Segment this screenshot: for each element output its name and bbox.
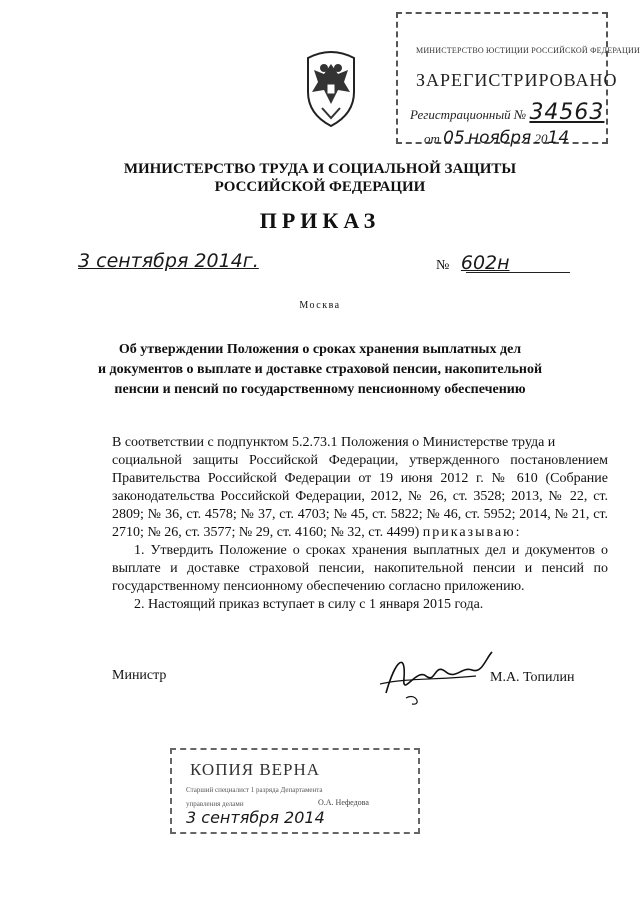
document-type-title: ПРИКАЗ — [259, 208, 381, 233]
copy-stamp-signer: О.А. Нефедова — [318, 798, 369, 807]
stamp-reg-label: Регистрационный № — [410, 107, 527, 122]
stamp-date-day: 05 — [443, 128, 465, 148]
order-number: 602н — [460, 252, 510, 274]
ministry-line-1: МИНИСТЕРСТВО ТРУДА И СОЦИАЛЬНОЙ ЗАЩИТЫ — [123, 161, 517, 177]
decree-word: приказываю: — [422, 525, 522, 540]
preamble-rest: социальной защиты Российской Федерации, утвержденного постановлением Правительства Российской Федерации от 19 июня 2012 г. № 610 (Собрание законодательства Российской Федерации, 2012, № 26, ст. 3528; 2013, № 22, ст. 2809; № 36, ст. 4578; № 37, ст. 4703; № 45, ст. 5822; № 46, ст. 5952; 2014, № 21, ст. 2710; № 26, ст. 3577; № 29, ст. 4160; № 32, ст. 4499) — [112, 453, 608, 540]
ministry-line-2: РОССИЙСКОЙ ФЕДЕРАЦИИ — [214, 179, 426, 195]
copy-certified-stamp — [170, 748, 420, 834]
stamp-title: ЗАРЕГИСТРИРОВАНО — [416, 70, 618, 90]
item-2: 2. Настоящий приказ вступает в силу с 1 января 2015 года. — [134, 597, 484, 612]
subject-line-3: пенсии и пенсий по государственному пенсионному обеспечению — [114, 382, 526, 397]
registration-stamp — [396, 12, 640, 148]
handwritten-signature — [376, 648, 496, 708]
stamp-date-month: ноября — [468, 128, 532, 148]
minister-position: Министр — [112, 668, 167, 683]
order-body — [112, 434, 608, 614]
stamp-date-prefix: от — [424, 131, 440, 146]
order-subject — [0, 340, 640, 400]
minister-name: М.А. Топилин — [490, 670, 575, 685]
preamble — [112, 434, 608, 542]
stamp-reg-line — [410, 100, 604, 125]
city: Москва — [299, 300, 341, 311]
state-emblem-icon — [300, 48, 362, 128]
subject-line-2: и документов о выплате и доставке страховой пенсии, накопительной — [97, 362, 543, 377]
number-sign: № — [436, 258, 450, 273]
stamp-date-year-prefix: 20 — [534, 131, 548, 146]
preamble-line-1: В соответствии с подпунктом 5.2.73.1 Положения о Министерстве труда и — [112, 435, 556, 450]
stamp-reg-number: 34563 — [529, 100, 605, 125]
copy-stamp-title: КОПИЯ ВЕРНА — [190, 760, 321, 779]
order-date: 3 сентября 2014г. — [78, 250, 259, 272]
ministry-heading — [0, 160, 640, 196]
subject-line-1: Об утверждении Положения о сроках хранения выплатных дел — [118, 342, 522, 357]
copy-stamp-org-2: управления делами — [186, 800, 244, 808]
stamp-ministry: МИНИСТЕРСТВО ЮСТИЦИИ РОССИЙСКОЙ ФЕДЕРАЦИИ — [416, 46, 640, 55]
order-number-block — [436, 252, 510, 274]
number-underline — [466, 272, 570, 273]
stamp-date-year: 14 — [547, 128, 570, 148]
copy-stamp-date: 3 сентября 2014 — [186, 808, 325, 827]
copy-stamp-org-1: Старший специалист 1 разряда Департамента — [186, 786, 323, 794]
stamp-reg-date — [424, 128, 569, 148]
item-1: 1. Утвердить Положение о сроках хранения выплатных дел и документов о выплате и доставке страховой пенсии, накопительной пенсии и пенсий по государственному пенсионному обеспечению согласно приложению. — [112, 543, 608, 594]
